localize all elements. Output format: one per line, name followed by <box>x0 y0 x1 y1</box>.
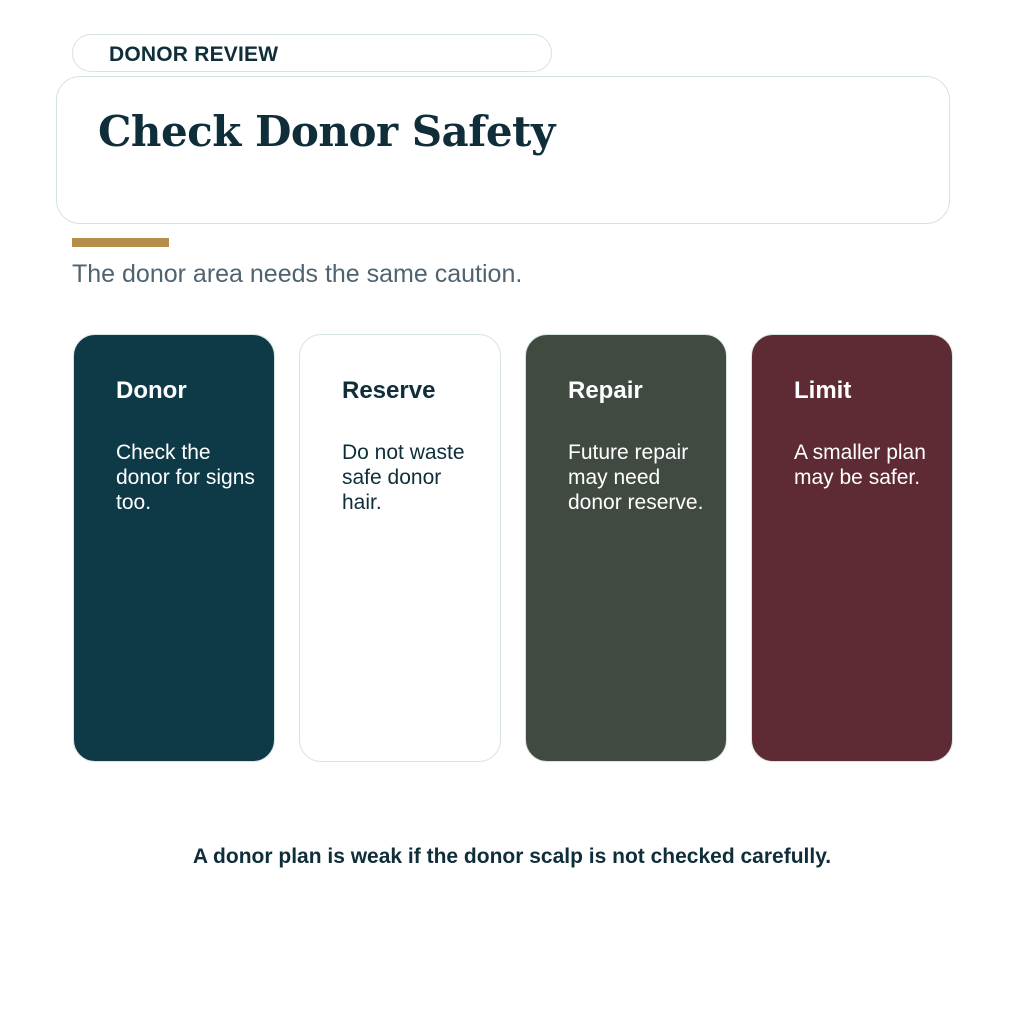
section-tag <box>72 34 552 72</box>
page-subtitle: The donor area needs the same caution. <box>72 260 523 288</box>
section-tag-label: DONOR REVIEW <box>109 43 279 66</box>
card-repair <box>525 334 727 762</box>
card-donor <box>73 334 275 762</box>
card-title: Donor <box>116 377 187 404</box>
card-title: Repair <box>568 377 643 404</box>
footer-note: A donor plan is weak if the donor scalp is not checked carefully. <box>192 845 832 868</box>
card-title: Reserve <box>342 377 436 404</box>
card-body: Check the donor for signs too. <box>116 441 255 514</box>
card-body: A smaller plan may be safer. <box>794 441 926 489</box>
accent-bar <box>72 238 169 247</box>
card-title: Limit <box>794 377 852 404</box>
title-card <box>56 76 950 224</box>
page-title: Check Donor Safety <box>98 107 555 156</box>
card-reserve <box>299 334 501 762</box>
card-body: Future repair may need donor reserve. <box>568 441 704 514</box>
card-body: Do not waste safe donor hair. <box>342 441 465 514</box>
card-limit <box>751 334 953 762</box>
